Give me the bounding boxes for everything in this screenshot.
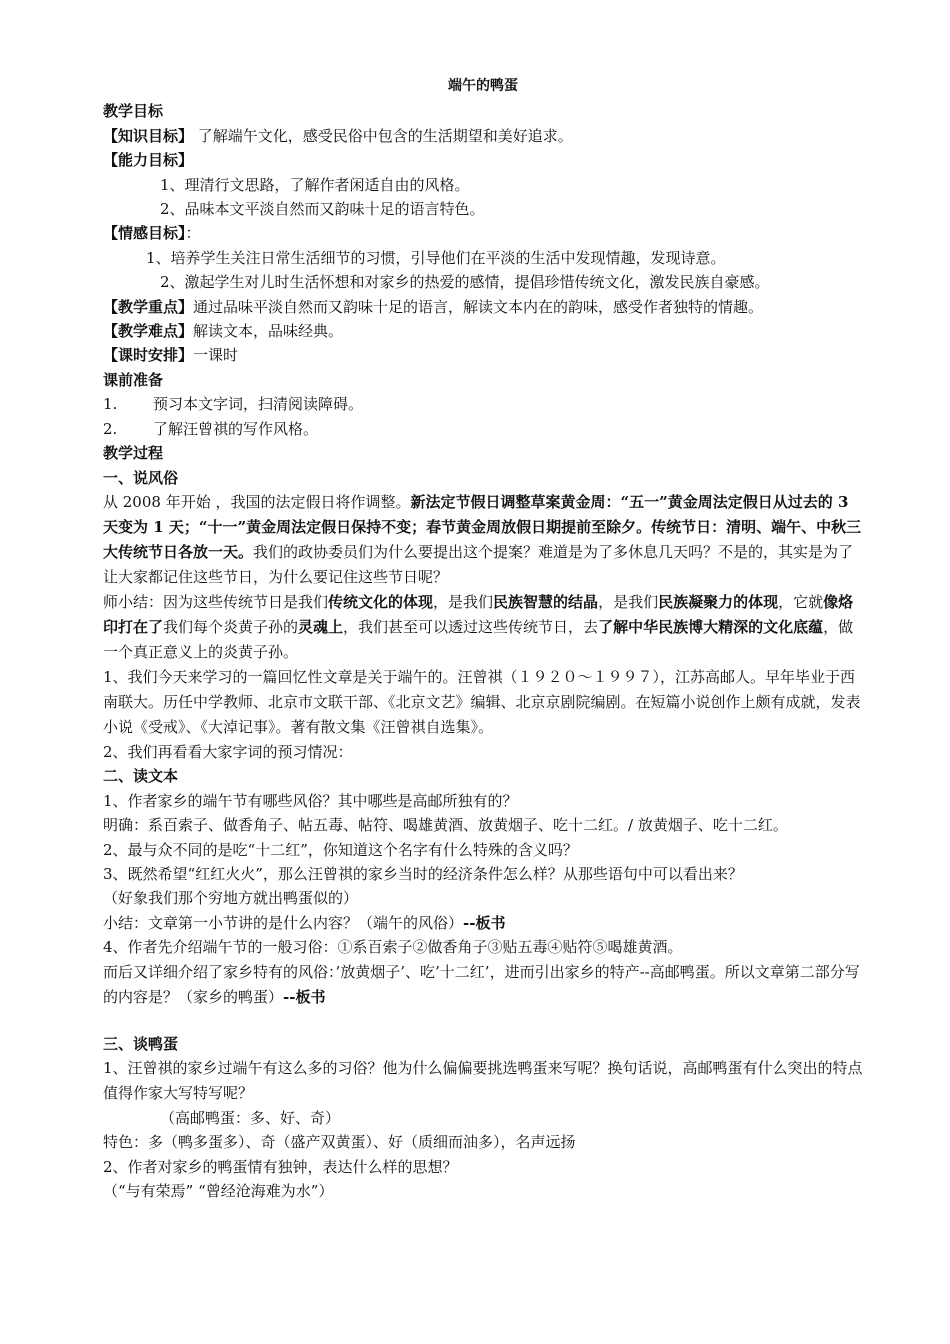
ability-goal-label: 【能力目标】 <box>103 151 194 170</box>
key-point-label: 【教学重点】 <box>103 297 194 316</box>
section-3-heading: 三、谈鸭蛋 <box>103 1034 179 1053</box>
question-1: 1、作者家乡的端午节有哪些风俗？其中哪些是高邮所独有的？ <box>103 791 518 810</box>
ability-goal-item: 1、理清行文思路，了解作者闲适自由的风格。 <box>160 175 470 194</box>
spacer <box>103 1010 863 1032</box>
emotion-goal-label: 【情感目标】 <box>103 224 186 243</box>
key-point-text: 通过品味平淡自然而又韵味十足的语言，解读文本内在的韵味，感受作者独特的情趣。 <box>193 297 764 316</box>
text-run: 我们每个炎黄子孙的 <box>163 617 299 636</box>
answer-1: 明确：系百索子、做香角子、帖五毒、帖符、喝雄黄酒、放黄烟子、吃十二红。/ 放黄烟子、吃十二红。 <box>103 816 788 835</box>
bold-run: 民族智慧的结晶 <box>493 592 599 611</box>
difficulty-label: 【教学难点】 <box>103 322 194 341</box>
text-run: ，是我们 <box>598 592 659 611</box>
section-1-paragraph-4: 2、我们再看看大家字词的预习情况： <box>103 742 353 761</box>
difficulty-text: 解读文本，品味经典。 <box>193 322 344 341</box>
answer-3: （好象我们那个穷地方就出鸭蛋似的） <box>103 889 359 908</box>
prep-item <box>103 392 863 416</box>
text-run: ，做一个真正意义上的炎黄子孙。 <box>103 617 854 661</box>
section-1-heading: 一、说风俗 <box>103 468 179 487</box>
section-3-answer-1: （高邮鸭蛋：多、好、奇） <box>160 1108 341 1127</box>
emotion-goal-colon: ： <box>185 224 201 243</box>
section-1-paragraph-1 <box>103 490 863 590</box>
text-run: ，我们甚至可以透过这些传统节日，去 <box>343 617 599 636</box>
text-run: 而后又详细介绍了家乡特有的风俗：’放黄烟子’、吃’十二红’，进而引出家乡的特产--高邮鸭蛋。所以文章第二部分写的内容是？（家乡的鸭蛋） <box>103 962 860 1006</box>
section-3-question-1: 1、汪曾祺的家乡过端午有这么多的习俗？他为什么偏偏要挑选鸭蛋来写呢？换句话说，高邮鸭蛋有什么突出的特点值得作家大写特写呢？ <box>103 1058 863 1102</box>
section-1-paragraph-2 <box>103 590 863 665</box>
board-note: --板书 <box>283 987 326 1006</box>
text-run: ，是我们 <box>433 592 494 611</box>
prep-heading: 课前准备 <box>103 370 164 389</box>
schedule <box>103 343 863 367</box>
prep-item-text: 了解汪曾祺的写作风格。 <box>153 419 319 438</box>
document-page <box>103 74 863 1204</box>
prep-item-number: 1. <box>103 395 118 414</box>
text-run: 师小结：因为这些传统节日是我们 <box>103 592 329 611</box>
bold-run: 灵魂上 <box>298 617 344 636</box>
prep-item-text: 预习本文字词，扫清阅读障碍。 <box>153 395 364 414</box>
ability-goal-item: 2、品味本文平淡自然而又韵味十足的语言特色。 <box>160 200 485 219</box>
bold-run: 了解中华民族博大精深的文化底蕴 <box>598 617 824 636</box>
section-3-answer-2: （“与有荣焉” “曾经沧海难为水”） <box>103 1182 334 1201</box>
section-1-paragraph-3: 1、我们今天来学习的一篇回忆性文章是关于端午的。汪曾祺（１９２０～１９９７），江苏高邮人。早年毕业于西南联大。历任中学教师、北京市文联干部、《北京文艺》编辑、北京京剧院编剧。在短篇小说创作上颇有成就，发表小说《受戒》、《大淖记事》。著有散文集《汪曾祺自选集》。 <box>103 667 861 736</box>
prep-item-number: 2. <box>103 419 118 438</box>
schedule-label: 【课时安排】 <box>103 346 194 365</box>
bold-run: 像烙印打在了 <box>103 592 854 636</box>
emotion-goal-item: 1、培养学生关注日常生活细节的习惯，引导他们在平淡的生活中发现情趣，发现诗意。 <box>146 248 726 267</box>
text-run: 我们的政协委员们为什么要提出这个提案？难道是为了多休息几天吗？不是的，其实是为了让大家都记住这些节日，为什么要记住这些节日呢？ <box>103 542 854 586</box>
bold-run: 传统文化的体现 <box>328 592 434 611</box>
section-3-feature: 特色：多（鸭多蛋多）、奇（盛产双黄蛋）、好（质细而油多），名声远扬 <box>103 1133 576 1152</box>
section-2-heading: 二、读文本 <box>103 767 179 786</box>
bold-run: 新法定节假日调整草案黄金周：“五一”黄金周法定假日从过去的 3 天变为 1 天；“十一”黄金周法定假日保持不变；春节黄金周放假日期提前至除夕。传统节日：清明、端午、中秋三大传统节日各放一天。 <box>103 492 862 561</box>
emotion-goal-item: 2、激起学生对儿时生活怀想和对家乡的热爱的感情，提倡珍惜传统文化，激发民族自豪感。 <box>160 273 770 292</box>
text-run: 小结：文章第一小节讲的是什么内容？（端午的风俗） <box>103 913 464 932</box>
question-4: 4、作者先介绍端午节的一般习俗：①系百索子②做香角子③贴五毒④贴符⑤喝雄黄酒。 <box>103 938 683 957</box>
section-3-question-2: 2、作者对家乡的鸭蛋情有独钟，表达什么样的思想？ <box>103 1157 458 1176</box>
emotion-goal <box>103 221 863 245</box>
goals-heading: 教学目标 <box>103 102 164 121</box>
prep-item <box>103 417 863 441</box>
process-heading: 教学过程 <box>103 444 164 463</box>
knowledge-goal-label: 【知识目标】 <box>103 126 194 145</box>
knowledge-goal <box>103 124 863 148</box>
key-point <box>103 295 863 319</box>
difficulty-point <box>103 319 863 343</box>
knowledge-goal-text: 了解端午文化，感受民俗中包含的生活期望和美好追求。 <box>193 126 573 145</box>
question-2: 2、最与众不同的是吃“十二红”，你知道这个名字有什么特殊的含义吗？ <box>103 840 578 859</box>
page-title: 端午的鸭蛋 <box>448 78 518 94</box>
section-2-paragraph <box>103 960 863 1010</box>
board-note: --板书 <box>463 913 506 932</box>
text-run: ，它就 <box>778 592 824 611</box>
question-3: 3、既然希望“红红火火”，那么汪曾祺的家乡当时的经济条件怎么样？从那些语句中可以看出来？ <box>103 864 743 883</box>
bold-run: 民族凝聚力的体现 <box>658 592 779 611</box>
summary <box>103 911 863 935</box>
schedule-text: 一课时 <box>193 346 239 365</box>
text-run: 从 2008 年开始 ，我国的法定假日将作调整。 <box>103 492 411 511</box>
